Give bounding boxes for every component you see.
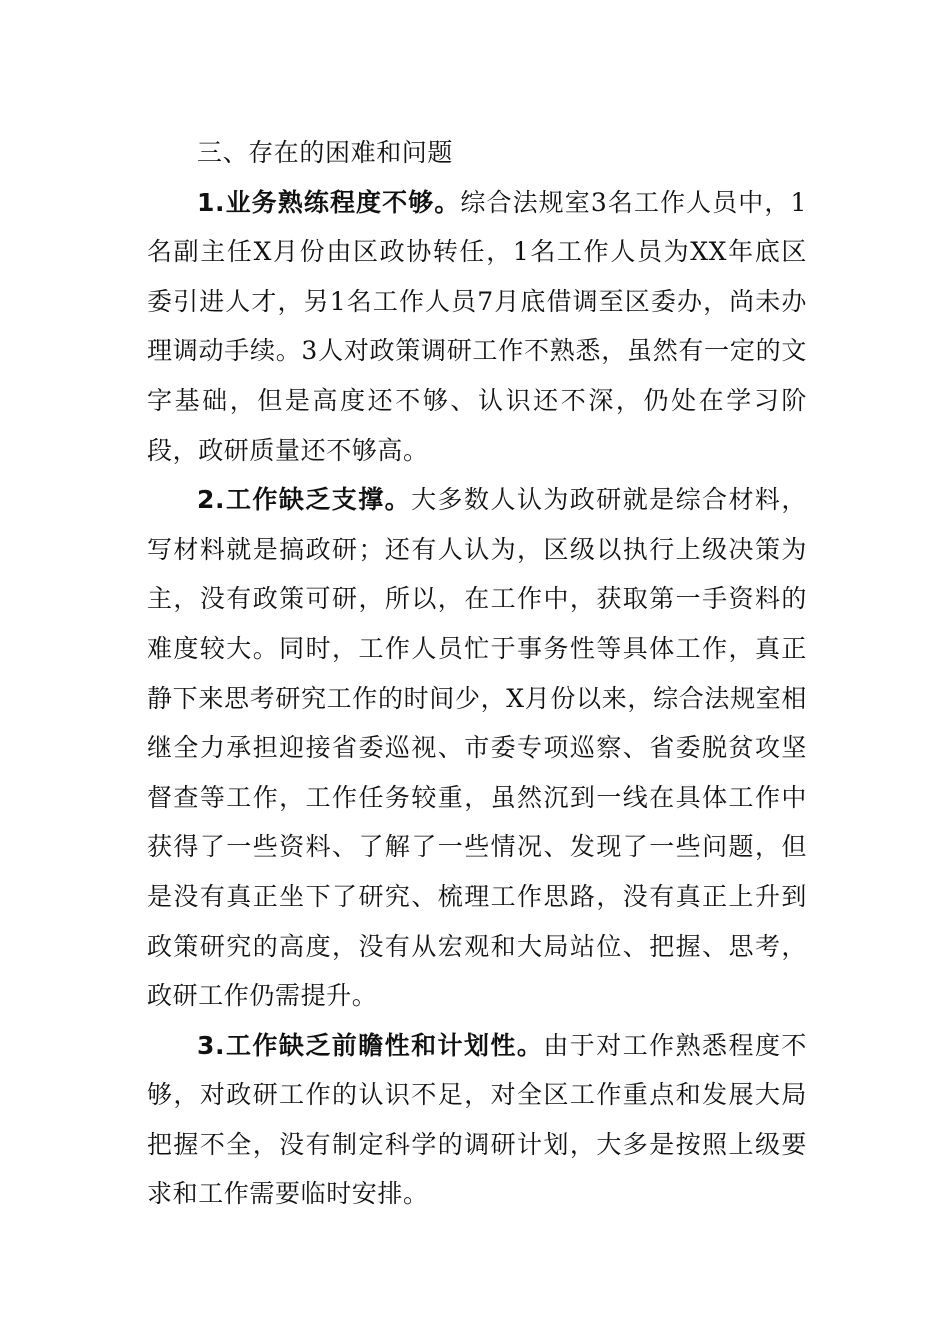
paragraph-3-body: 由于对工作熟悉程度不够，对政研工作的认识不足，对全区工作重点和发展大局把握不全，没有制定科学的调研计划，大多是按照上级要求和工作需要临时安排。 xyxy=(147,1030,807,1209)
section-heading: 三、存在的困难和问题 xyxy=(197,138,454,167)
paragraph-1-body: 综合法规室3名工作人员中，1名副主任X月份由区政协转任，1名工作人员为XX年底区委引进人才，另1名工作人员7月底借调至区委办，尚未办理调动手续。3人对政策调研工作不熟悉，虽然有一定的文字基础，但是高度还不够、认识还不深，仍处在学习阶段，政研质量还不够高。 xyxy=(147,187,807,465)
paragraph-3 xyxy=(147,1021,807,1219)
paragraph-1-title: 1.业务熟练程度不够。 xyxy=(197,187,461,217)
document-body xyxy=(147,128,807,1219)
paragraph-1 xyxy=(147,178,807,476)
paragraph-2-body: 大多数人认为政研就是综合材料，写材料就是搞政研；还有人认为，区级以执行上级决策为主，没有政策可研，所以，在工作中，获取第一手资料的难度较大。同时，工作人员忙于事务性等具体工作，真正静下来思考研究工作的时间少，X月份以来，综合法规室相继全力承担迎接省委巡视、市委专项巡察、省委脱贫攻坚督查等工作，工作任务较重，虽然沉到一线在具体工作中获得了一些资料、了解了一些情况、发现了一些问题，但是没有真正坐下了研究、梳理工作思路，没有真正上升到政策研究的高度，没有从宏观和大局站位、把握、思考，政研工作仍需提升。 xyxy=(147,485,807,1011)
paragraph-2 xyxy=(147,475,807,1021)
paragraph-3-title: 3.工作缺乏前瞻性和计划性。 xyxy=(197,1030,544,1060)
paragraph-2-title: 2.工作缺乏支撑。 xyxy=(197,485,412,515)
